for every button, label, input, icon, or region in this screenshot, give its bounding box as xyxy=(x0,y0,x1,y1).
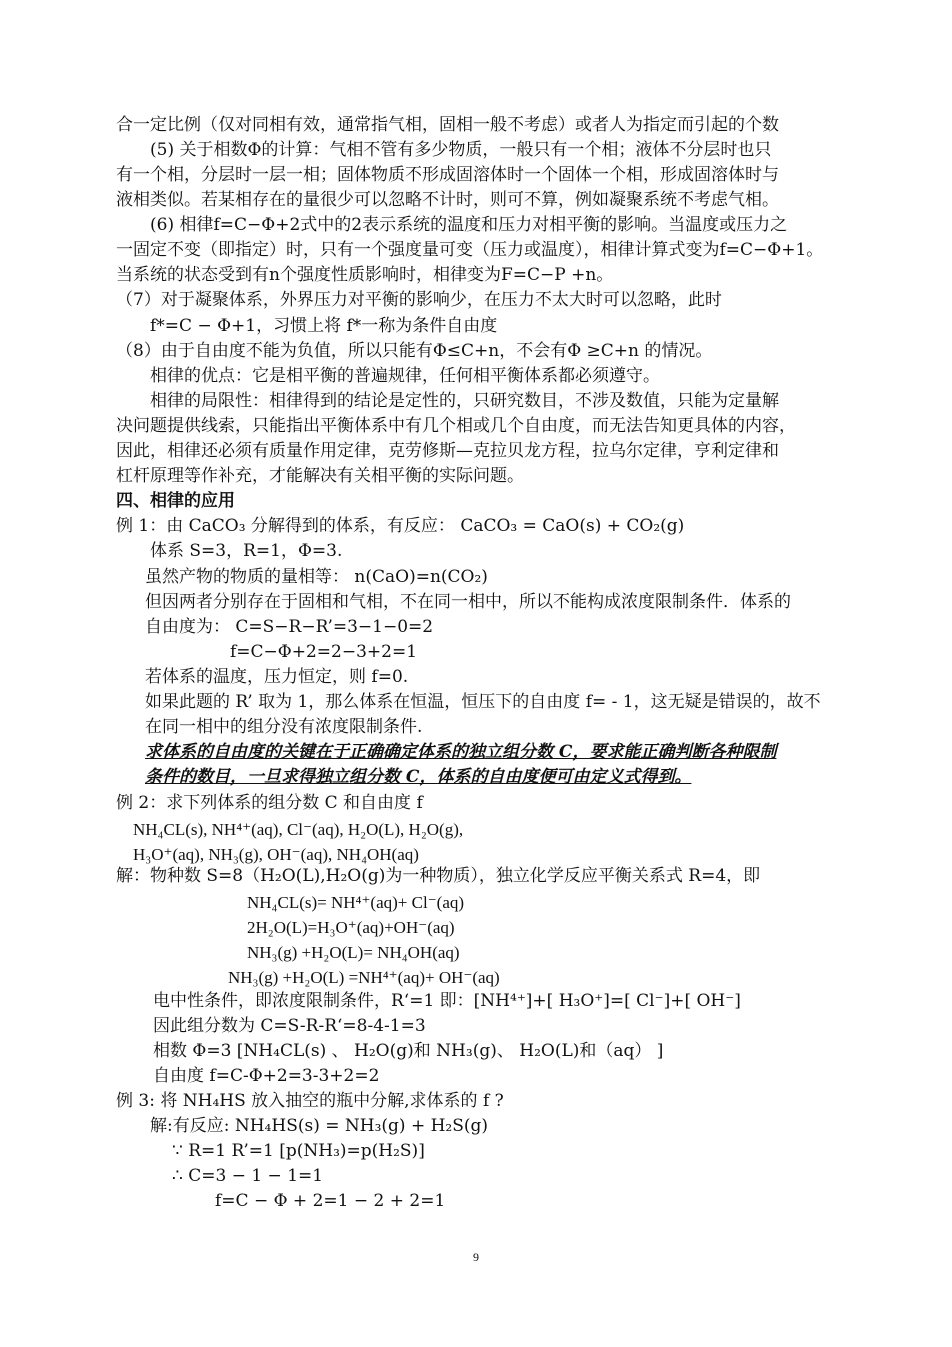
text-line: 因此，相律还必须有质量作用定律，克劳修斯—克拉贝龙方程，拉乌尔定律，亨利定律和 xyxy=(116,441,779,461)
text-line: 当系统的状态受到有n个强度性质影响时，相律变为F=C−P +n。 xyxy=(116,265,614,285)
text-line: （7）对于凝聚体系，外界压力对平衡的影响少，在压力不太大时可以忽略，此时 xyxy=(116,290,722,310)
text-line: 虽然产物的物质的量相等： n(CaO)=n(CO₂) xyxy=(145,567,488,587)
equation-line: NH₄CL(s)= NH⁴⁺(aq)+ Cl⁻(aq) xyxy=(247,893,465,912)
equation-line: 2H₂O(L)=H₃O⁺(aq)+OH⁻(aq) xyxy=(247,918,455,937)
text-line: f=C − Φ + 2=1 − 2 + 2=1 xyxy=(215,1191,446,1211)
text-line: 若体系的温度，压力恒定，则 f=0. xyxy=(145,667,409,687)
section-heading: 四、相律的应用 xyxy=(116,491,235,511)
text-line: 相律的优点：它是相平衡的普遍规律，任何相平衡体系都必须遵守。 xyxy=(150,366,660,386)
text-line: 相数 Φ=3 [NH₄CL(s) 、 H₂O(g)和 NH₃(g)、 H₂O(L)和（aq） ] xyxy=(153,1041,664,1061)
text-line: 杠杆原理等作补充，才能解决有关相平衡的实际问题。 xyxy=(116,466,524,486)
text-line: ∵ R=1 R’=1 [p(NH₃)=p(H₂S)] xyxy=(172,1141,425,1161)
page-number: 9 xyxy=(473,1250,479,1264)
text-line: 解:有反应: NH₄HS(s) = NH₃(g) + H₂S(g) xyxy=(150,1116,489,1136)
text-line: （8）由于自由度不能为负值，所以只能有Φ≤C+n，不会有Φ ≥C+n 的情况。 xyxy=(116,341,713,361)
text-line: f*=C − Φ+1，习惯上将 f*一称为条件自由度 xyxy=(150,316,498,336)
text-line: 因此组分数为 C=S-R-R‘=8-4-1=3 xyxy=(153,1016,426,1036)
text-line: 相律的局限性：相律得到的结论是定性的，只研究数目，不涉及数值，只能为定量解 xyxy=(150,391,779,411)
species-line: NH₄CL(s), NH⁴⁺(aq), Cl⁻(aq), H₂O(L), H₂O(g), xyxy=(133,820,464,839)
text-line: 例 2：求下列体系的组分数 C 和自由度 f xyxy=(116,793,423,813)
text-line: 决问题提供线索，只能指出平衡体系中有几个相或几个自由度，而无法告知更具体的内容， xyxy=(116,416,796,436)
text-line: 有一个相，分层时一层一相；固体物质不形成固溶体时一个固体一个相，形成固溶体时与 xyxy=(116,165,779,185)
text-line: ∴ C=3 − 1 − 1=1 xyxy=(172,1166,324,1186)
text-line: 在同一相中的组分没有浓度限制条件. xyxy=(145,717,423,737)
emphasis-line: 求体系的自由度的关键在于正确确定体系的独立组分数 C，要求能正确判断各种限制 xyxy=(145,742,777,762)
text-line: 自由度 f=C-Φ+2=3-3+2=2 xyxy=(153,1066,380,1086)
text-line: 合一定比例（仅对同相有效，通常指气相，固相一般不考虑）或者人为指定而引起的个数 xyxy=(116,115,779,135)
species-line: H₃O⁺(aq), NH₃(g), OH⁻(aq), NH₄OH(aq) xyxy=(133,845,419,864)
text-line: (5) 关于相数Φ的计算：气相不管有多少物质，一般只有一个相；液体不分层时也只 xyxy=(150,140,772,160)
text-line: 一固定不变（即指定）时，只有一个强度量可变（压力或温度），相律计算式变为f=C−Φ+1。 xyxy=(116,240,824,260)
text-line: 解：物种数 S=8（H₂O(L),H₂O(g)为一种物质），独立化学反应平衡关系式 R=4，即 xyxy=(116,866,761,886)
text-line: 如果此题的 R’ 取为 1，那么体系在恒温，恒压下的自由度 f= - 1，这无疑是错误的，故不 xyxy=(145,692,821,712)
emphasis-line: 条件的数目，一旦求得独立组分数 C，体系的自由度便可由定义式得到。 xyxy=(145,767,692,787)
equation-line: NH₃(g) +H₂O(L)= NH₄OH(aq) xyxy=(247,943,460,962)
equation-line: NH₃(g) +H₂O(L) =NH⁴⁺(aq)+ OH⁻(aq) xyxy=(228,968,500,987)
text-line: 例 1：由 CaCO₃ 分解得到的体系，有反应： CaCO₃ = CaO(s) + CO₂(g) xyxy=(116,516,685,536)
text-line: (6) 相律f=C−Φ+2式中的2表示系统的温度和压力对相平衡的影响。当温度或压力之 xyxy=(150,215,788,235)
text-line: 但因两者分别存在于固相和气相，不在同一相中，所以不能构成浓度限制条件．体系的 xyxy=(145,592,791,612)
text-line: 例 3: 将 NH₄HS 放入抽空的瓶中分解,求体系的 f ? xyxy=(116,1091,504,1111)
text-line: f=C−Φ+2=2−3+2=1 xyxy=(230,642,418,662)
text-line: 体系 S=3，R=1，Φ=3. xyxy=(150,541,343,561)
text-line: 自由度为： C=S−R−R’=3−1−0=2 xyxy=(145,617,434,637)
text-line: 液相类似。若某相存在的量很少可以忽略不计时，则可不算，例如凝聚系统不考虑气相。 xyxy=(116,190,779,210)
text-line: 电中性条件，即浓度限制条件，R‘=1 即：[NH⁴⁺]+[ H₃O⁺]=[ Cl⁻]+[ OH⁻] xyxy=(153,991,741,1011)
